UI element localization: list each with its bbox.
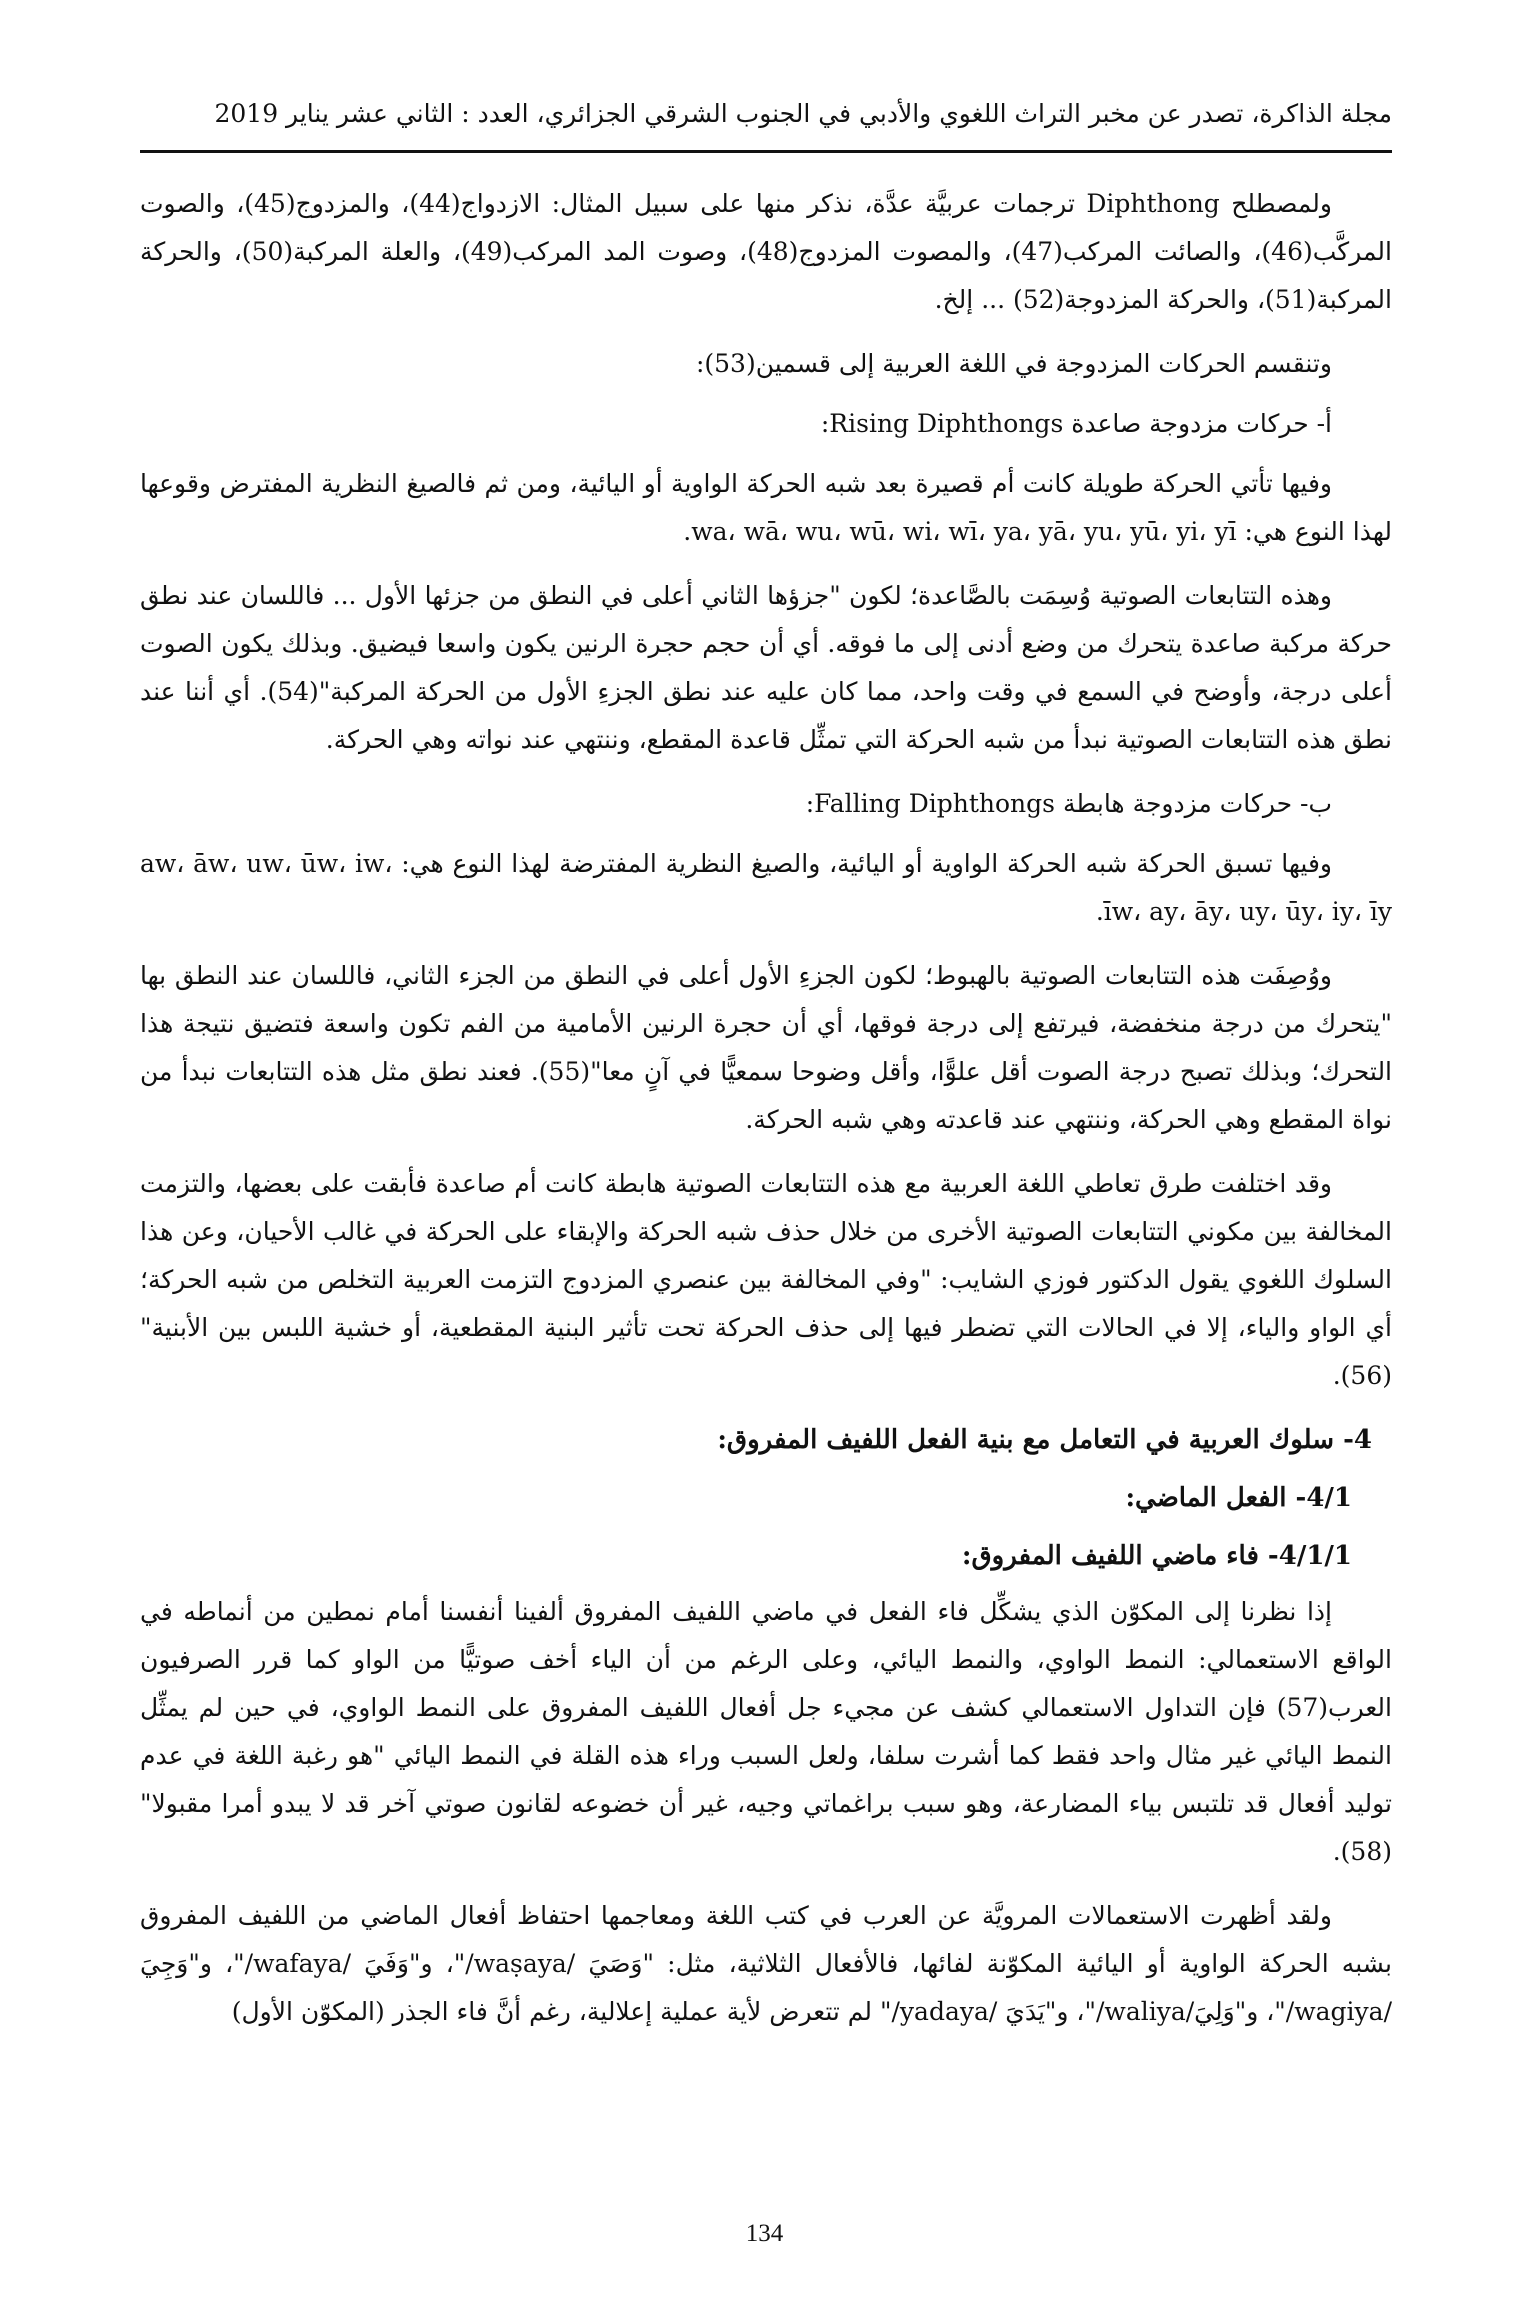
paragraph-diphthong-terms: ولمصطلح Diphthong ترجمات عربيَّة عدَّة، نذكر منها على سبيل المثال: الازدواج(44)، والمزدوج(45)، والصوت المركَّب(46)، والصائت المركب(47)، والمصوت المزدوج(48)، وصوت المد المركب(49)، والعلة المركبة(50)، والحركة المركبة(51)، والحركة المزدوجة(52) ... إلخ. [140, 189, 1392, 314]
paragraph-rising-forms: وفيها تأتي الحركة طويلة كانت أم قصيرة بعد شبه الحركة الواوية أو اليائية، ومن ثم فالصيغ النظرية المفترض وقوعها لهذا النوع هي: wa، wā، wu، wū، wi، wī، ya، yā، yu، yū، yi، yī. [140, 469, 1392, 546]
subheading-falling-diphthongs: ب- حركات مزدوجة هابطة Falling Diphthongs: [805, 789, 1332, 818]
paragraph-division: وتنقسم الحركات المزدوجة في اللغة العربية إلى قسمين(53): [695, 349, 1332, 378]
section-heading-4: 4- سلوك العربية في التعامل مع بنية الفعل اللفيف المفروق: [717, 1425, 1372, 1455]
journal-header: مجلة الذاكرة، تصدر عن مخبر التراث اللغوي والأدبي في الجنوب الشرقي الجزائري، العدد : الثاني عشر يناير 2019 [214, 99, 1392, 128]
paragraph-attested-usage: ولقد أظهرت الاستعمالات المرويَّة عن العرب في كتب اللغة ومعاجمها احتفاظ أفعال الماضي من اللفيف المفروق بشبه الحركة الواوية أو اليائية المكوّنة لفائها، فالأفعال الثلاثية، مثل: "وَصَيَ /waṣaya/"، و"وَفَيَ /wafaya/"، و"وَجِيَ /wagiya/"، و"وَلِيَ/waliya/"، و"يَدَيَ /yadaya/" لم تتعرض لأية عملية إعلالية، رغم أنَّ فاء الجذر (المكوّن الأول) [140, 1901, 1392, 2026]
section-heading-4-1: 4/1- الفعل الماضي: [1125, 1483, 1352, 1513]
paragraph-falling-forms: وفيها تسبق الحركة شبه الحركة الواوية أو اليائية، والصيغ النظرية المفترضة لهذا النوع هي: aw، āw، uw، ūw، iw، īw، ay، āy، uy، ūy، iy، īy. [140, 849, 1392, 926]
header-divider [140, 150, 1392, 153]
section-heading-4-1-1: 4/1/1- فاء ماضي اللفيف المفروق: [961, 1541, 1352, 1571]
subheading-rising-diphthongs: أ- حركات مزدوجة صاعدة Rising Diphthongs: [820, 409, 1332, 438]
paragraph-arabic-treatment: وقد اختلفت طرق تعاطي اللغة العربية مع هذه التتابعات الصوتية هابطة كانت أم صاعدة فأبقت على بعضها، والتزمت المخالفة بين مكوني التتابعات الصوتية الأخرى من خلال حذف شبه الحركة والإبقاء على الحركة في غالب الأحيان، وعن هذا السلوك اللغوي يقول الدكتور فوزي الشايب: "وفي المخالفة بين عنصري المزدوج التزمت العربية التخلص من شبه الحركة؛ أي الواو والياء، إلا في الحالات التي تضطر فيها إلى حذف الحركة تحت تأثير البنية المقطعية، أو خشية اللبس بين الأبنية"(56). [140, 1169, 1392, 1390]
paragraph-fa-component: إذا نظرنا إلى المكوّن الذي يشكِّل فاء الفعل في ماضي اللفيف المفروق ألفينا أنفسنا أمام نمطين من أنماطه في الواقع الاستعمالي: النمط الواوي، والنمط اليائي، وعلى الرغم من أن الياء أخف صوتيًّا من الواو كما قرر الصرفيون العرب(57) فإن التداول الاستعمالي كشف عن مجيء جل أفعال اللفيف المفروق على النمط الواوي، في حين لم يمثِّل النمط اليائي غير مثال واحد فقط كما أشرت سلفا، ولعل السبب وراء هذه القلة في النمط اليائي "هو رغبة اللغة في عدم توليد أفعال قد تلتبس بياء المضارعة، وهو سبب براغماتي وجيه، غير أن خضوعه لقانون صوتي آخر قد لا يبدو أمرا مقبولا"(58). [140, 1597, 1392, 1866]
article-body [140, 180, 1392, 2052]
paragraph-falling-description: ووُصِفَت هذه التتابعات الصوتية بالهبوط؛ لكون الجزءِ الأول أعلى في النطق من الجزء الثاني، فاللسان عند النطق بها "يتحرك من درجة منخفضة، فيرتفع إلى درجة فوقها، أي أن حجرة الرنين الأمامية من الفم تكون واسعة فتضيق نتيجة هذا التحرك؛ وبذلك تصبح درجة الصوت أقل علوًّا، وأقل وضوحا سمعيًّا في آنٍ معا"(55). فعند نطق مثل هذه التتابعات نبدأ من نواة المقطع وهي الحركة، وننتهي عند قاعدته وهي شبه الحركة. [140, 961, 1393, 1134]
paragraph-rising-description: وهذه التتابعات الصوتية وُسِمَت بالصَّاعدة؛ لكون "جزؤها الثاني أعلى في النطق من جزئها الأول ... فاللسان عند نطق حركة مركبة صاعدة يتحرك من وضع أدنى إلى ما فوقه. أي أن حجم حجرة الرنين يكون واسعا فيضيق. وبذلك يكون الصوت أعلى درجة، وأوضح في السمع في وقت واحد، مما كان عليه عند نطق الجزءِ الأول من الحركة المركبة"(54). أي أننا عند نطق هذه التتابعات الصوتية نبدأ من شبه الحركة التي تمثِّل قاعدة المقطع، وننتهي عند نواته وهي الحركة. [140, 581, 1392, 754]
page-number: 134 [745, 2220, 784, 2247]
